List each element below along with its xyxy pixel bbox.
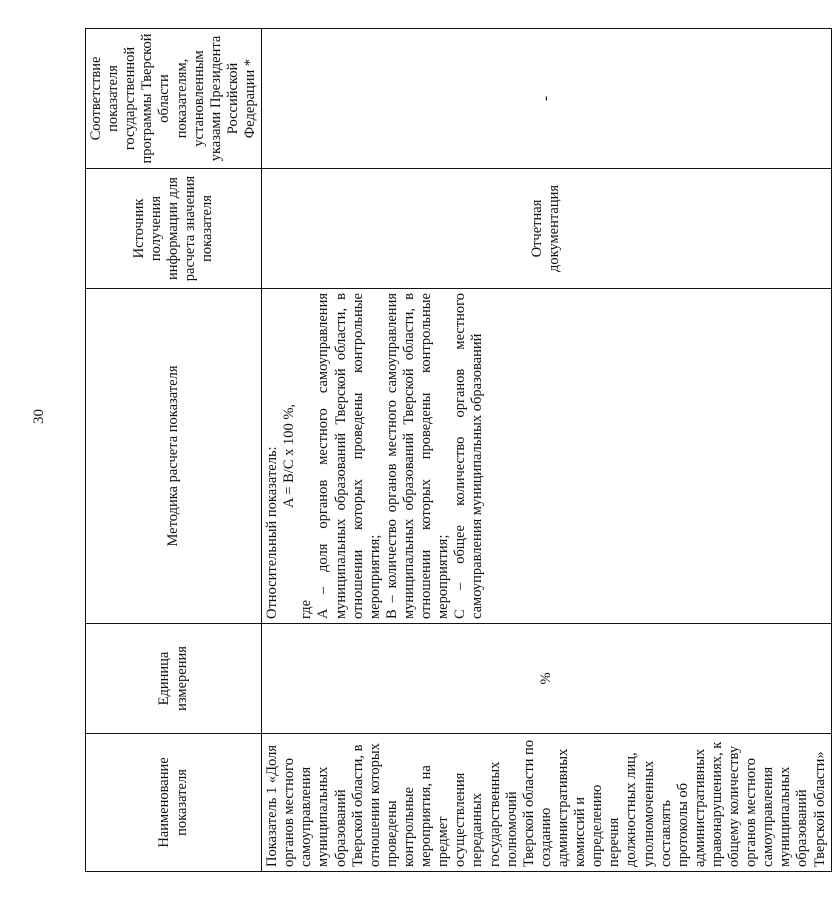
table-row xyxy=(262,29,832,872)
cell-compliance: - xyxy=(262,29,832,169)
rotated-table-container xyxy=(85,29,828,872)
method-line: B – количество органов местного самоуправления муниципальных образований Тверской области, в отношении которых проведены контрольные мероприятия; xyxy=(383,293,452,619)
method-formula: A = B/C x 100 %, xyxy=(281,403,298,509)
cell-indicator-name: Показатель 1 «Доля органов местного самоуправления муниципальных образований Тверской области, в отношении которых проведены контрольные мероприятия, на предмет осуществления переданных государственных полномочий Тверской области по созданию административных комиссий и определению перечня должностных лиц, уполномоченных составлять протоколы об административных правонарушениях, к общему количеству органов местного самоуправления муниципальных образований Тверской области» xyxy=(262,734,832,872)
header-method: Методика расчета показателя xyxy=(86,289,262,624)
method-line: Относительный показатель: xyxy=(264,446,281,619)
page-number: 30 xyxy=(31,409,47,424)
header-indicator-name: Наименование показателя xyxy=(86,734,262,872)
method-line: A – доля органов местного самоуправления муниципальных образований Тверской области, в отношении которых проведены контрольные мероприятия; xyxy=(315,293,383,619)
method-line: где xyxy=(298,599,315,619)
cell-source: Отчетная документация xyxy=(262,169,832,289)
method-line: C – общее количество органов местного самоуправления муниципальных образований xyxy=(452,293,486,619)
header-source: Источник получения информации для расчета значения показателя xyxy=(86,169,262,289)
cell-method xyxy=(262,289,832,624)
indicator-table xyxy=(85,28,832,872)
header-compliance: Соответствие показателя государственной программы Тверской области показателям, установленным указами Президента Российской Федерации * xyxy=(86,29,262,169)
header-row xyxy=(86,29,262,872)
cell-unit: % xyxy=(262,624,832,734)
header-unit: Единица измерения xyxy=(86,624,262,734)
